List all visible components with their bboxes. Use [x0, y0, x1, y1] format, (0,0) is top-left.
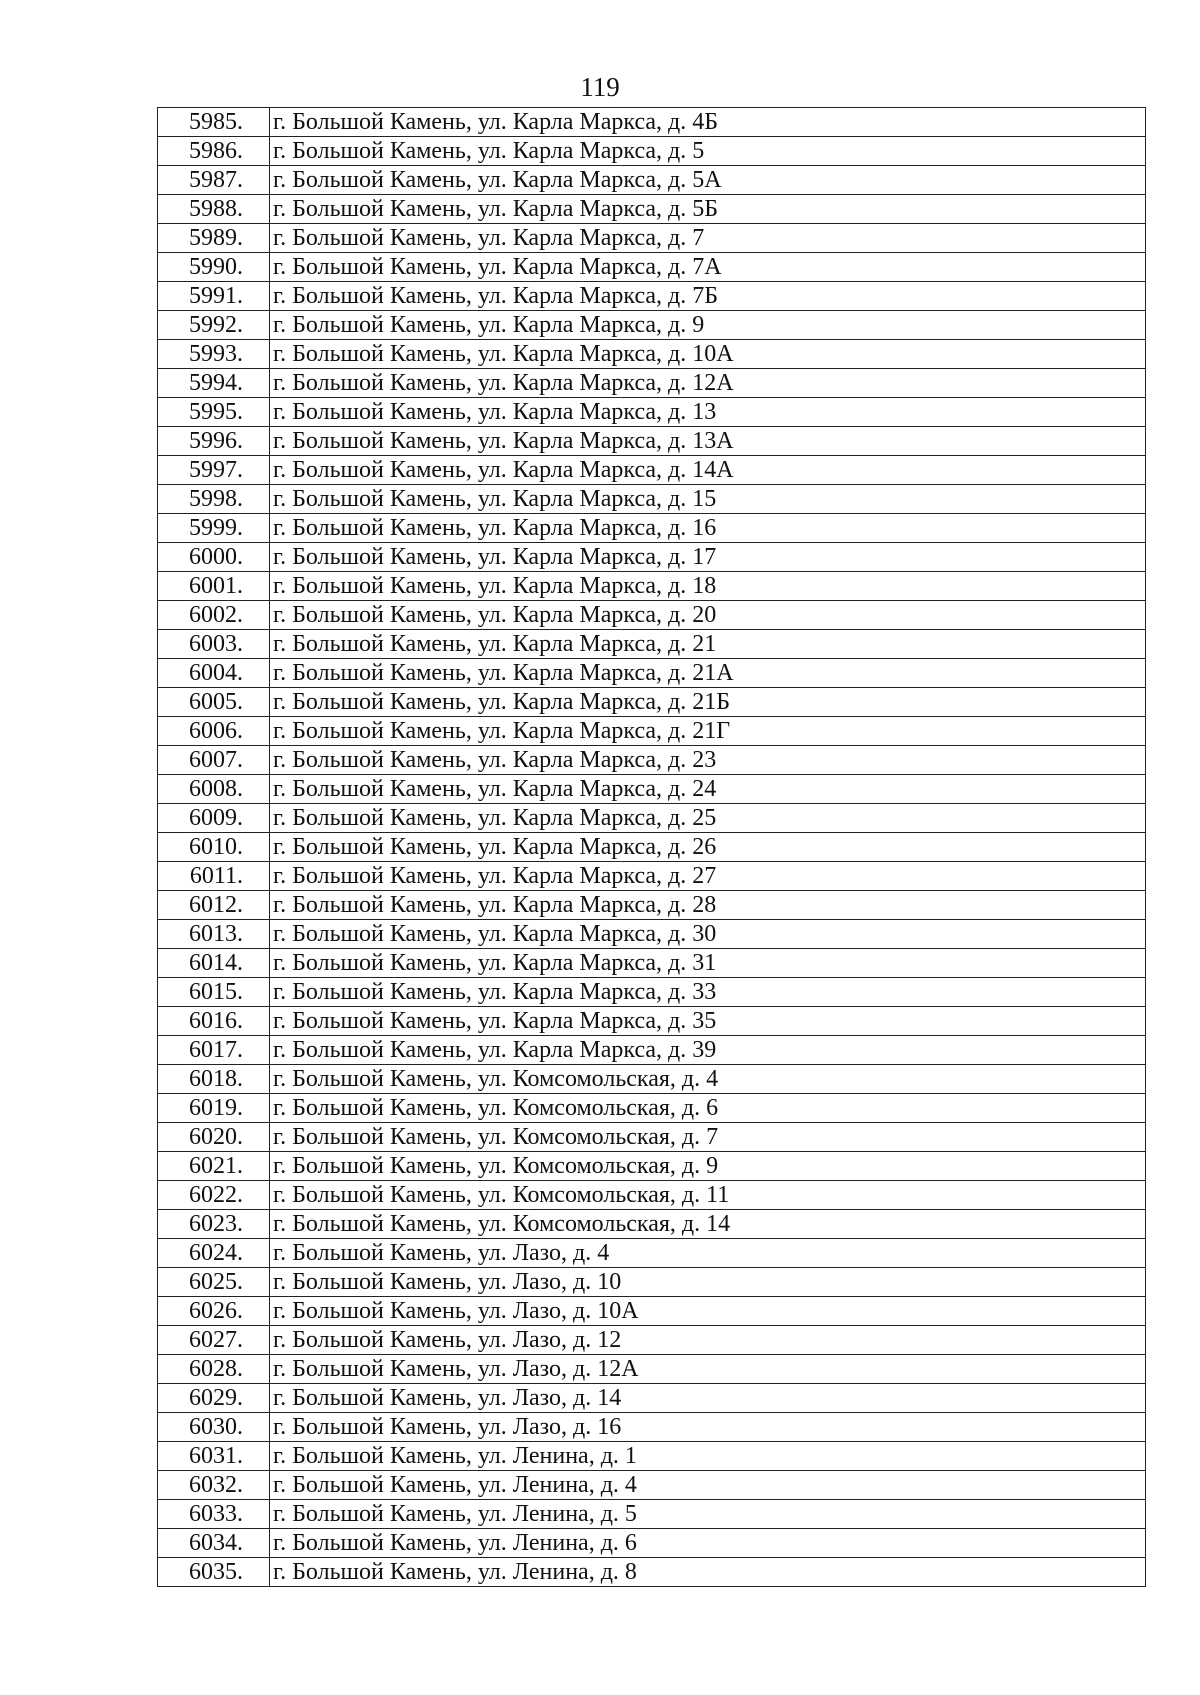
table-row	[158, 688, 1146, 717]
table-row	[158, 1123, 1146, 1152]
row-number: 5993.	[158, 340, 270, 369]
row-number: 5989.	[158, 224, 270, 253]
table-row	[158, 1500, 1146, 1529]
row-number: 5998.	[158, 485, 270, 514]
row-address: г. Большой Камень, ул. Карла Маркса, д. 16	[270, 514, 1146, 543]
row-number: 6031.	[158, 1442, 270, 1471]
row-address: г. Большой Камень, ул. Карла Маркса, д. 7	[270, 224, 1146, 253]
row-address: г. Большой Камень, ул. Карла Маркса, д. 24	[270, 775, 1146, 804]
table-row	[158, 253, 1146, 282]
row-number: 6003.	[158, 630, 270, 659]
table-row	[158, 514, 1146, 543]
table-row	[158, 282, 1146, 311]
table-row	[158, 949, 1146, 978]
address-table	[157, 107, 1146, 1587]
row-number: 6001.	[158, 572, 270, 601]
table-row	[158, 1471, 1146, 1500]
row-address: г. Большой Камень, ул. Ленина, д. 5	[270, 1500, 1146, 1529]
row-address: г. Большой Камень, ул. Карла Маркса, д. 13	[270, 398, 1146, 427]
row-address: г. Большой Камень, ул. Карла Маркса, д. 39	[270, 1036, 1146, 1065]
row-address: г. Большой Камень, ул. Комсомольская, д. 7	[270, 1123, 1146, 1152]
row-address: г. Большой Камень, ул. Карла Маркса, д. 21Г	[270, 717, 1146, 746]
row-address: г. Большой Камень, ул. Комсомольская, д. 14	[270, 1210, 1146, 1239]
row-address: г. Большой Камень, ул. Карла Маркса, д. 7Б	[270, 282, 1146, 311]
row-number: 5996.	[158, 427, 270, 456]
row-address: г. Большой Камень, ул. Лазо, д. 4	[270, 1239, 1146, 1268]
row-number: 5995.	[158, 398, 270, 427]
row-address: г. Большой Камень, ул. Лазо, д. 16	[270, 1413, 1146, 1442]
row-address: г. Большой Камень, ул. Карла Маркса, д. 31	[270, 949, 1146, 978]
row-number: 6013.	[158, 920, 270, 949]
table-row	[158, 1384, 1146, 1413]
table-row	[158, 804, 1146, 833]
row-number: 6024.	[158, 1239, 270, 1268]
row-address: г. Большой Камень, ул. Комсомольская, д. 9	[270, 1152, 1146, 1181]
table-row	[158, 891, 1146, 920]
row-number: 6026.	[158, 1297, 270, 1326]
row-address: г. Большой Камень, ул. Комсомольская, д. 6	[270, 1094, 1146, 1123]
table-row	[158, 1529, 1146, 1558]
table-row	[158, 601, 1146, 630]
row-number: 5994.	[158, 369, 270, 398]
row-address: г. Большой Камень, ул. Комсомольская, д. 11	[270, 1181, 1146, 1210]
row-number: 6023.	[158, 1210, 270, 1239]
table-row	[158, 775, 1146, 804]
table-row	[158, 630, 1146, 659]
row-number: 6033.	[158, 1500, 270, 1529]
table-row	[158, 746, 1146, 775]
row-number: 6032.	[158, 1471, 270, 1500]
row-number: 6000.	[158, 543, 270, 572]
address-table-body	[158, 108, 1146, 1587]
row-number: 6008.	[158, 775, 270, 804]
row-address: г. Большой Камень, ул. Карла Маркса, д. 26	[270, 833, 1146, 862]
row-number: 6017.	[158, 1036, 270, 1065]
table-row	[158, 1094, 1146, 1123]
table-row	[158, 862, 1146, 891]
table-row	[158, 1239, 1146, 1268]
table-row	[158, 427, 1146, 456]
table-row	[158, 311, 1146, 340]
row-number: 6010.	[158, 833, 270, 862]
row-address: г. Большой Камень, ул. Карла Маркса, д. 30	[270, 920, 1146, 949]
row-number: 5999.	[158, 514, 270, 543]
table-row	[158, 1297, 1146, 1326]
row-address: г. Большой Камень, ул. Лазо, д. 10	[270, 1268, 1146, 1297]
table-row	[158, 572, 1146, 601]
row-number: 6009.	[158, 804, 270, 833]
row-address: г. Большой Камень, ул. Карла Маркса, д. 7А	[270, 253, 1146, 282]
row-address: г. Большой Камень, ул. Карла Маркса, д. 9	[270, 311, 1146, 340]
table-row	[158, 398, 1146, 427]
table-row	[158, 195, 1146, 224]
row-address: г. Большой Камень, ул. Карла Маркса, д. 21Б	[270, 688, 1146, 717]
row-address: г. Большой Камень, ул. Лазо, д. 14	[270, 1384, 1146, 1413]
row-address: г. Большой Камень, ул. Комсомольская, д. 4	[270, 1065, 1146, 1094]
table-row	[158, 659, 1146, 688]
row-address: г. Большой Камень, ул. Карла Маркса, д. 23	[270, 746, 1146, 775]
row-number: 6020.	[158, 1123, 270, 1152]
row-number: 6019.	[158, 1094, 270, 1123]
row-number: 6030.	[158, 1413, 270, 1442]
table-row	[158, 1442, 1146, 1471]
table-row	[158, 920, 1146, 949]
row-address: г. Большой Камень, ул. Карла Маркса, д. 17	[270, 543, 1146, 572]
table-row	[158, 978, 1146, 1007]
table-row	[158, 1007, 1146, 1036]
row-number: 5985.	[158, 108, 270, 137]
row-number: 5990.	[158, 253, 270, 282]
table-row	[158, 1181, 1146, 1210]
row-address: г. Большой Камень, ул. Ленина, д. 1	[270, 1442, 1146, 1471]
table-row	[158, 224, 1146, 253]
table-row	[158, 543, 1146, 572]
row-number: 6029.	[158, 1384, 270, 1413]
row-number: 6011.	[158, 862, 270, 891]
row-address: г. Большой Камень, ул. Карла Маркса, д. 5Б	[270, 195, 1146, 224]
row-number: 6025.	[158, 1268, 270, 1297]
row-number: 6007.	[158, 746, 270, 775]
row-number: 6004.	[158, 659, 270, 688]
row-number: 6028.	[158, 1355, 270, 1384]
row-number: 5992.	[158, 311, 270, 340]
table-row	[158, 1065, 1146, 1094]
row-address: г. Большой Камень, ул. Ленина, д. 6	[270, 1529, 1146, 1558]
page-number: 119	[580, 72, 620, 102]
row-number: 6022.	[158, 1181, 270, 1210]
row-number: 5991.	[158, 282, 270, 311]
row-number: 6021.	[158, 1152, 270, 1181]
table-row	[158, 485, 1146, 514]
row-address: г. Большой Камень, ул. Ленина, д. 4	[270, 1471, 1146, 1500]
row-address: г. Большой Камень, ул. Карла Маркса, д. 12А	[270, 369, 1146, 398]
table-row	[158, 1036, 1146, 1065]
row-address: г. Большой Камень, ул. Карла Маркса, д. 28	[270, 891, 1146, 920]
table-row	[158, 1355, 1146, 1384]
table-row	[158, 1268, 1146, 1297]
row-number: 6014.	[158, 949, 270, 978]
row-number: 6006.	[158, 717, 270, 746]
row-number: 6002.	[158, 601, 270, 630]
row-number: 6035.	[158, 1558, 270, 1587]
row-address: г. Большой Камень, ул. Карла Маркса, д. 15	[270, 485, 1146, 514]
row-address: г. Большой Камень, ул. Карла Маркса, д. 33	[270, 978, 1146, 1007]
table-row	[158, 717, 1146, 746]
table-row	[158, 1326, 1146, 1355]
row-address: г. Большой Камень, ул. Лазо, д. 12А	[270, 1355, 1146, 1384]
row-number: 6018.	[158, 1065, 270, 1094]
row-address: г. Большой Камень, ул. Карла Маркса, д. 4Б	[270, 108, 1146, 137]
row-number: 5997.	[158, 456, 270, 485]
row-address: г. Большой Камень, ул. Карла Маркса, д. 21	[270, 630, 1146, 659]
row-number: 5987.	[158, 166, 270, 195]
row-number: 5986.	[158, 137, 270, 166]
row-address: г. Большой Камень, ул. Карла Маркса, д. 27	[270, 862, 1146, 891]
table-row	[158, 137, 1146, 166]
row-address: г. Большой Камень, ул. Карла Маркса, д. 10А	[270, 340, 1146, 369]
row-address: г. Большой Камень, ул. Карла Маркса, д. 5	[270, 137, 1146, 166]
table-row	[158, 1413, 1146, 1442]
table-row	[158, 369, 1146, 398]
table-row	[158, 1210, 1146, 1239]
row-number: 6005.	[158, 688, 270, 717]
row-address: г. Большой Камень, ул. Карла Маркса, д. 14А	[270, 456, 1146, 485]
row-address: г. Большой Камень, ул. Лазо, д. 10А	[270, 1297, 1146, 1326]
row-number: 6015.	[158, 978, 270, 1007]
row-address: г. Большой Камень, ул. Карла Маркса, д. 21А	[270, 659, 1146, 688]
row-address: г. Большой Камень, ул. Карла Маркса, д. 13А	[270, 427, 1146, 456]
row-address: г. Большой Камень, ул. Карла Маркса, д. 20	[270, 601, 1146, 630]
table-row	[158, 833, 1146, 862]
row-address: г. Большой Камень, ул. Карла Маркса, д. 18	[270, 572, 1146, 601]
row-number: 6034.	[158, 1529, 270, 1558]
row-number: 5988.	[158, 195, 270, 224]
row-number: 6012.	[158, 891, 270, 920]
row-address: г. Большой Камень, ул. Карла Маркса, д. 35	[270, 1007, 1146, 1036]
table-row	[158, 1152, 1146, 1181]
table-row	[158, 456, 1146, 485]
table-row	[158, 1558, 1146, 1587]
row-number: 6016.	[158, 1007, 270, 1036]
table-row	[158, 340, 1146, 369]
row-number: 6027.	[158, 1326, 270, 1355]
row-address: г. Большой Камень, ул. Карла Маркса, д. 5А	[270, 166, 1146, 195]
row-address: г. Большой Камень, ул. Ленина, д. 8	[270, 1558, 1146, 1587]
table-row	[158, 166, 1146, 195]
table-row	[158, 108, 1146, 137]
row-address: г. Большой Камень, ул. Лазо, д. 12	[270, 1326, 1146, 1355]
row-address: г. Большой Камень, ул. Карла Маркса, д. 25	[270, 804, 1146, 833]
